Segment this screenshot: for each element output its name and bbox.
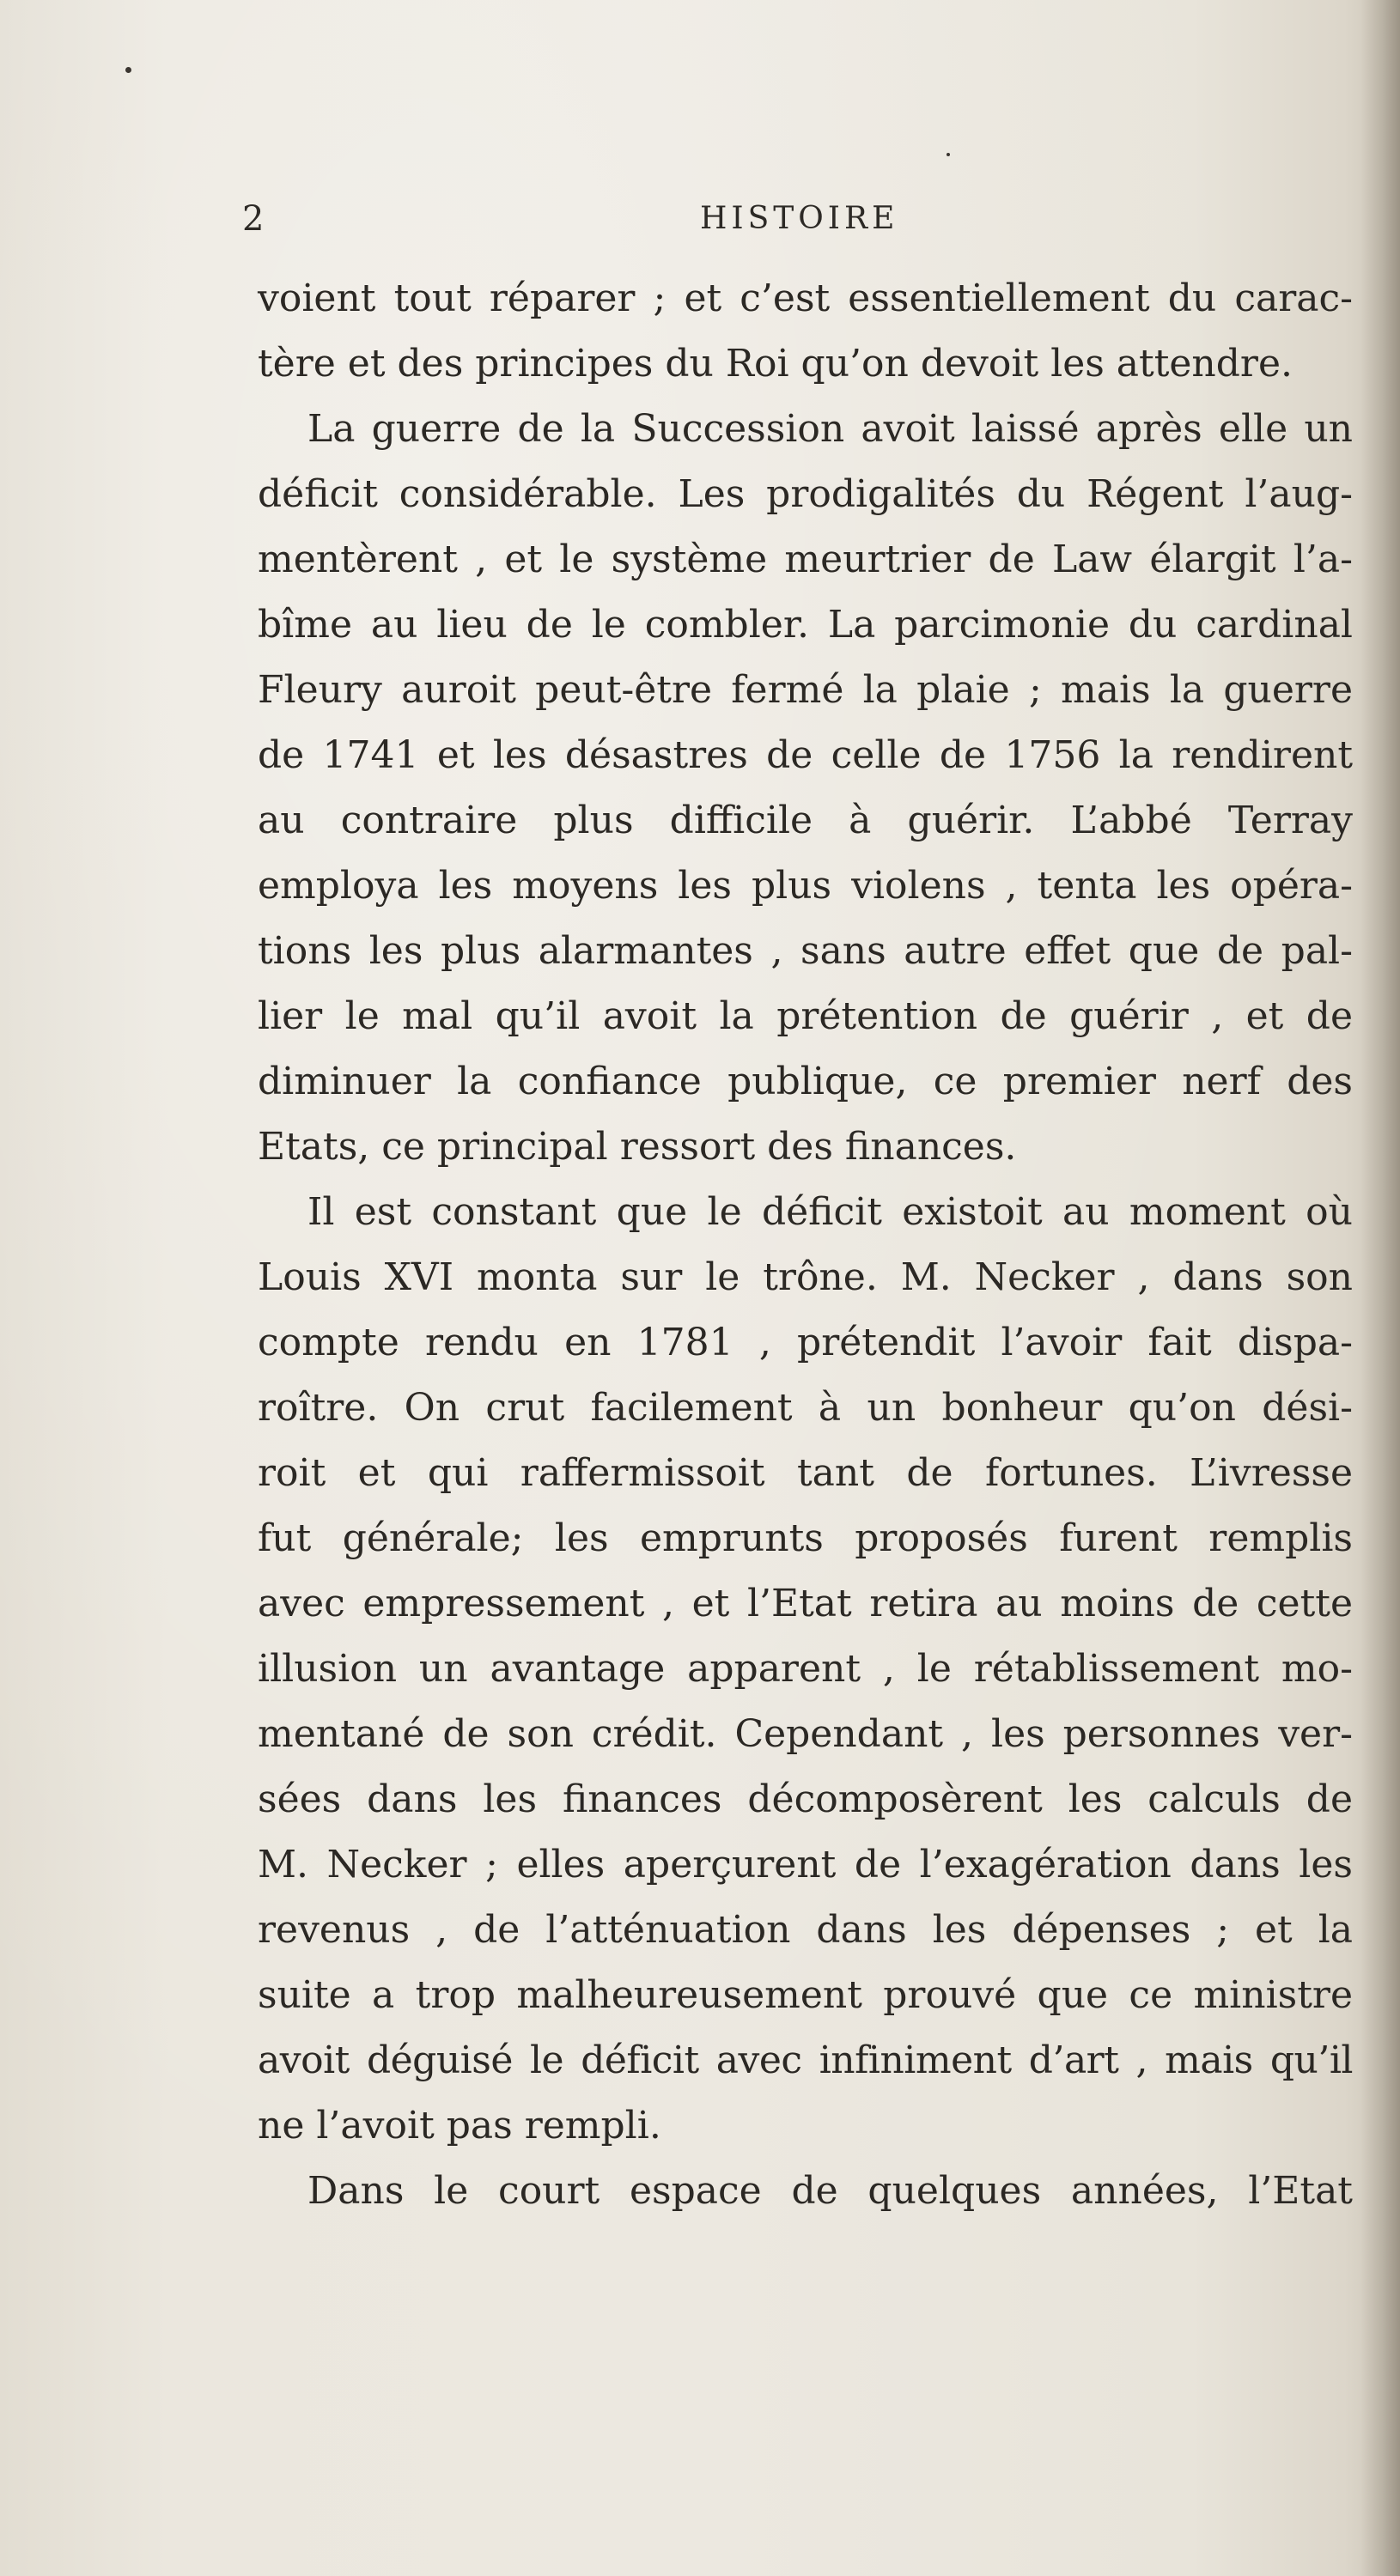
text-line: tère et des principes du Roi qu’on devoit les attendre. xyxy=(258,342,1293,386)
page-number: 2 xyxy=(242,199,265,239)
text-line: sées dans les finances décomposèrent les calculs de xyxy=(258,1777,1353,1821)
text-line: suite a trop malheureusement prouvé que ce ministre xyxy=(258,1973,1353,2017)
running-header xyxy=(232,199,1348,251)
text-line: Il est constant que le déficit existoit au moment où xyxy=(307,1190,1353,1234)
text-line: lier le mal qu’il avoit la prétention de guérir , et de xyxy=(258,994,1353,1038)
text-line: mentèrent , et le système meurtrier de Law élargit l’a- xyxy=(258,538,1353,581)
ink-speck xyxy=(125,67,131,73)
text-line: Etats, ce principal ressort des finances. xyxy=(258,1125,1017,1169)
text-line: au contraire plus difficile à guérir. L’abbé Terray xyxy=(258,799,1353,842)
running-title: HISTOIRE xyxy=(700,201,899,236)
text-line: avoit déguisé le déficit avec infiniment d’art , mais qu’il xyxy=(258,2038,1353,2082)
text-line: déficit considérable. Les prodigalités du Régent l’aug- xyxy=(258,472,1353,516)
text-line: compte rendu en 1781 , prétendit l’avoir fait dispa- xyxy=(258,1321,1353,1364)
text-line: de 1741 et les désastres de celle de 1756 la rendirent xyxy=(258,733,1353,777)
text-line: illusion un avantage apparent , le rétablissement mo- xyxy=(258,1647,1353,1691)
text-line: roit et qui raffermissoit tant de fortunes. L’ivresse xyxy=(258,1451,1353,1495)
text-line: M. Necker ; elles aperçurent de l’exagération dans les xyxy=(258,1843,1353,1886)
text-line: revenus , de l’atténuation dans les dépenses ; et la xyxy=(258,1908,1353,1952)
page-edge-shadow xyxy=(1360,0,1400,2576)
text-line: diminuer la confiance publique, ce premier nerf des xyxy=(258,1060,1353,1103)
text-line: employa les moyens les plus violens , tenta les opéra- xyxy=(258,864,1353,908)
text-line: bîme au lieu de le combler. La parcimonie du cardinal xyxy=(258,603,1353,647)
text-line: Fleury auroit peut-être fermé la plaie ; mais la guerre xyxy=(258,668,1353,712)
ink-speck xyxy=(947,153,950,156)
text-line: mentané de son crédit. Cependant , les personnes ver- xyxy=(258,1712,1353,1756)
text-line: tions les plus alarmantes , sans autre effet que de pal- xyxy=(258,929,1353,973)
text-line: roître. On crut facilement à un bonheur qu’on dési- xyxy=(258,1386,1353,1430)
text-line: voient tout réparer ; et c’est essentiellement du carac- xyxy=(258,276,1353,320)
text-line: Dans le court espace de quelques années, l’Etat xyxy=(307,2169,1353,2213)
text-line: ne l’avoit pas rempli. xyxy=(258,2104,661,2148)
text-line: Louis XVI monta sur le trône. M. Necker , dans son xyxy=(258,1255,1353,1299)
text-line: fut générale; les emprunts proposés furent remplis xyxy=(258,1516,1353,1560)
body-text xyxy=(258,266,1353,2224)
text-line: avec empressement , et l’Etat retira au moins de cette xyxy=(258,1582,1353,1625)
text-line: La guerre de la Succession avoit laissé après elle un xyxy=(307,407,1353,451)
